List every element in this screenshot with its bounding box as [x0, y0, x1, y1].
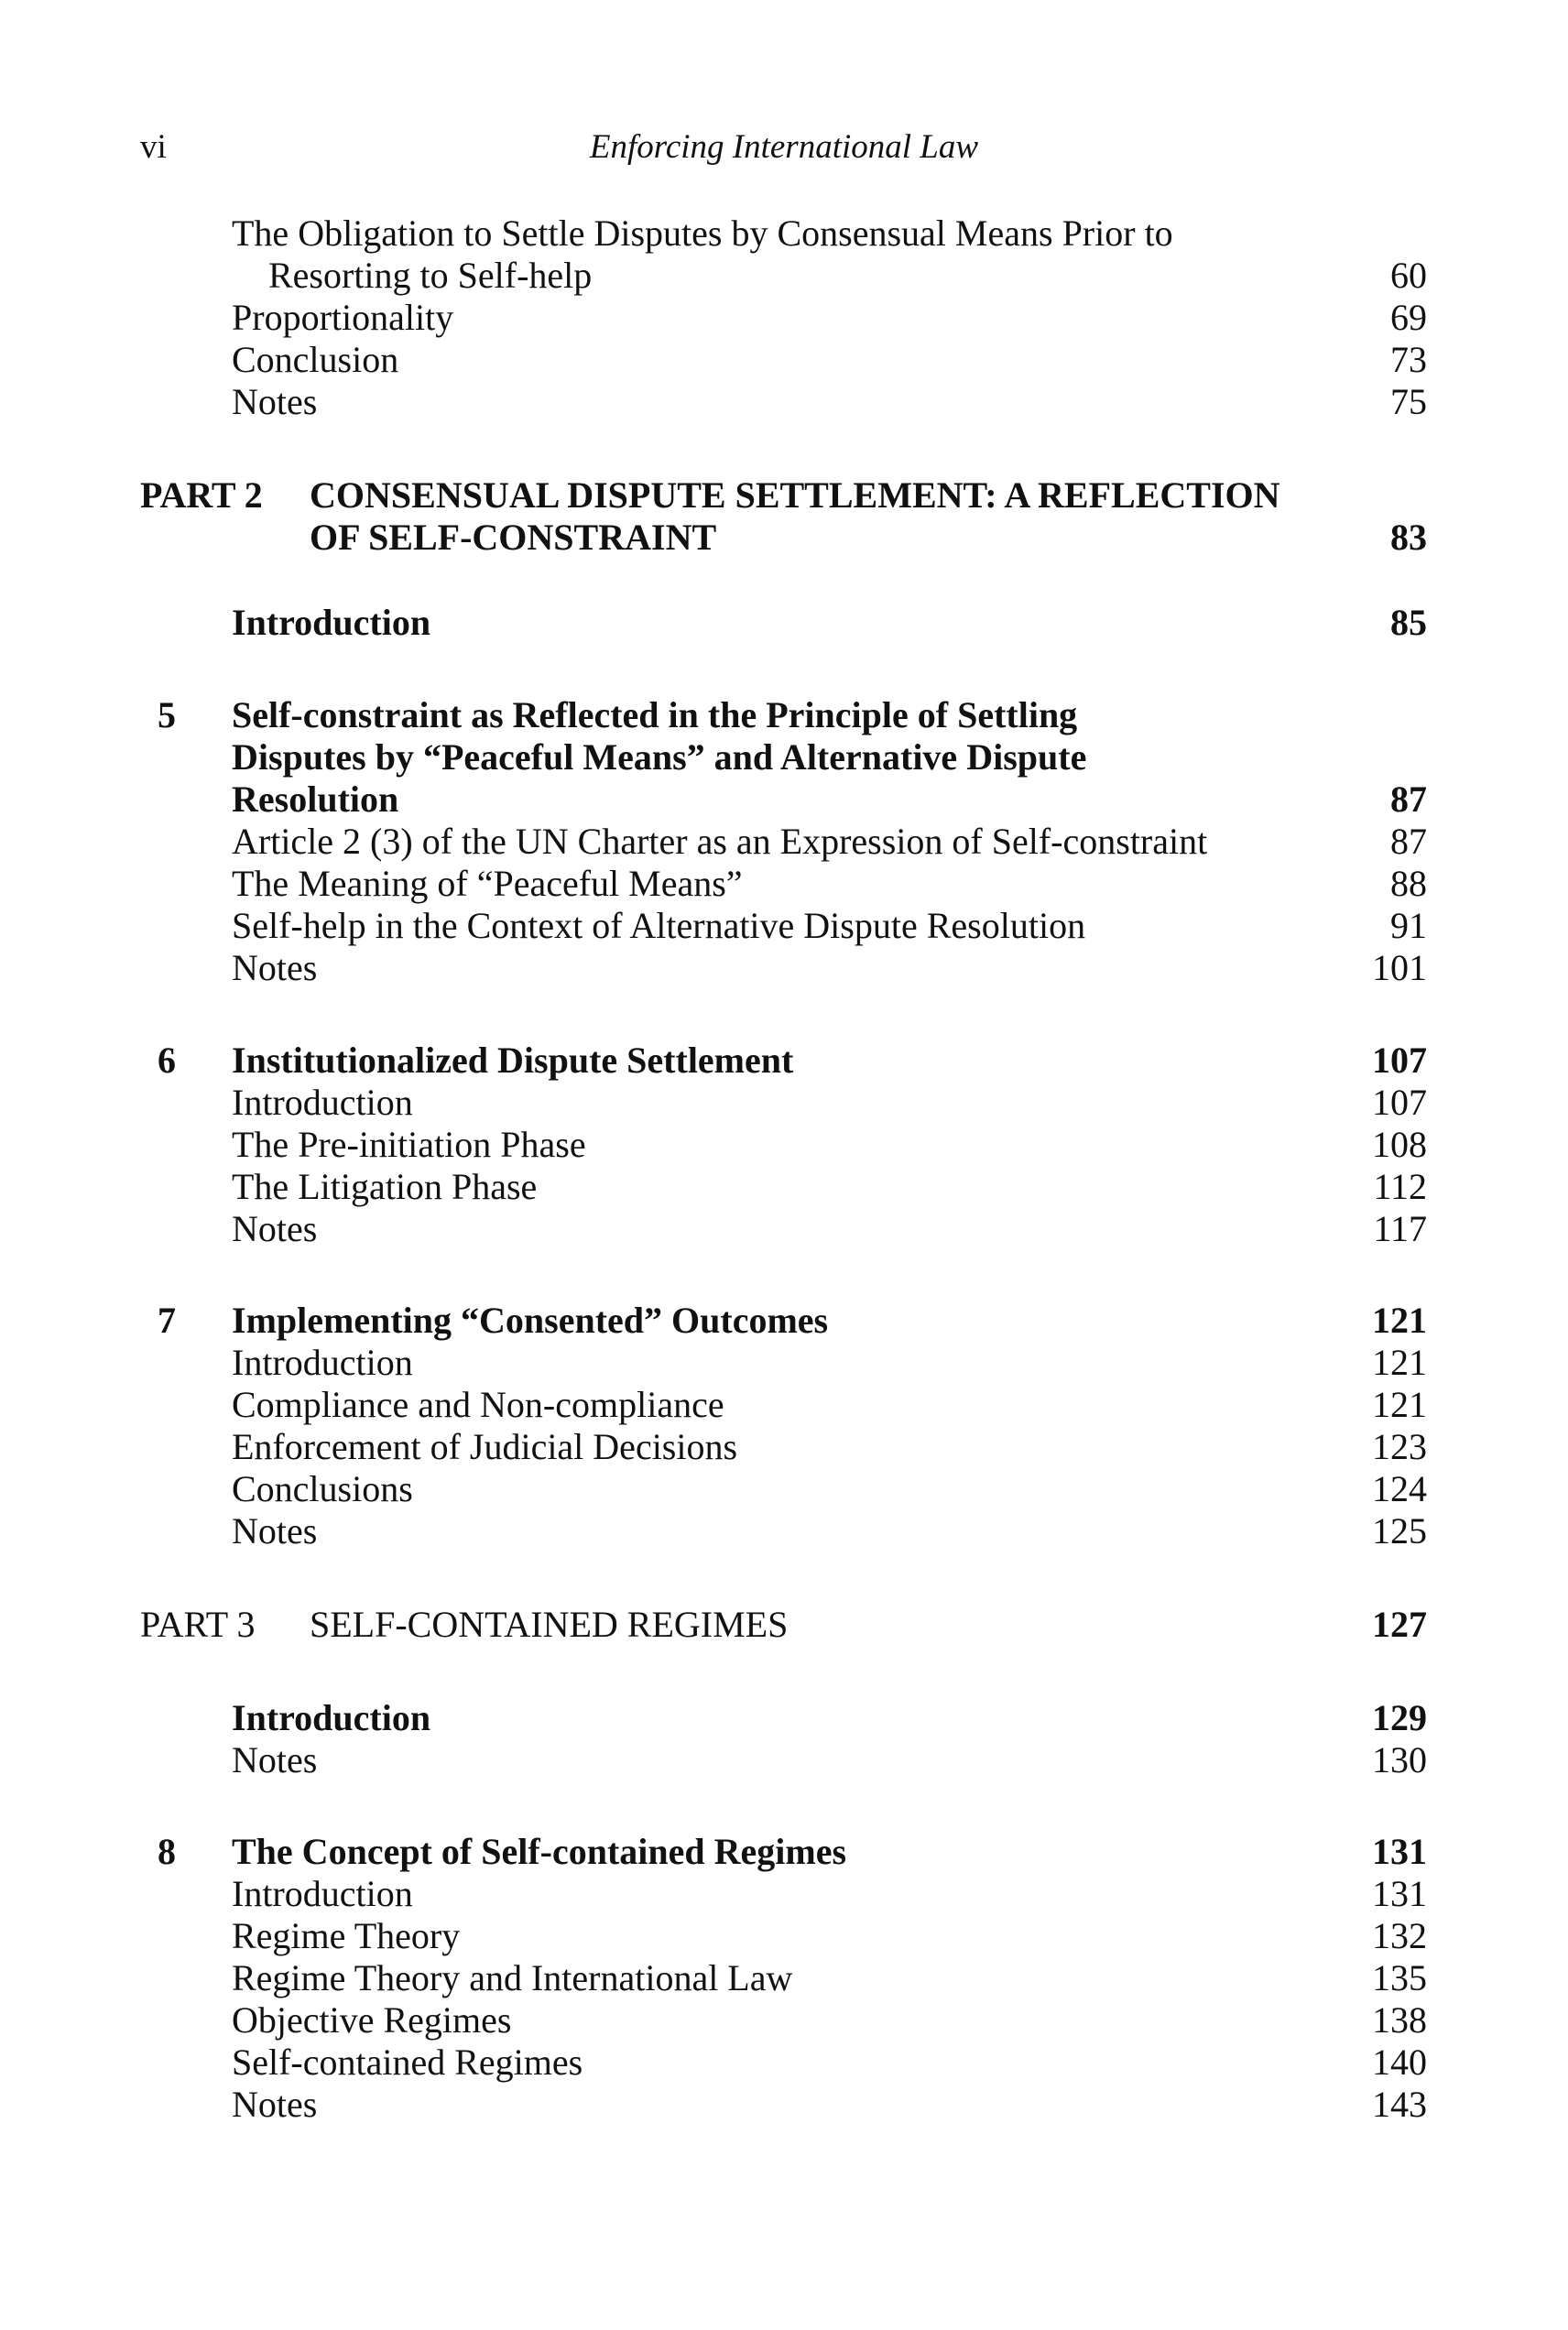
chapter-heading — [0, 1831, 1568, 1873]
section-heading: Introduction 85 — [232, 602, 1427, 643]
part-heading-continued — [0, 517, 1568, 559]
page-ref: 85 — [1390, 602, 1427, 643]
page-ref: 91 — [1390, 905, 1427, 946]
page-ref: 130 — [1372, 1739, 1427, 1780]
page-ref: 121 — [1372, 1384, 1427, 1425]
toc-entry: The Pre-initiation Phase 108 — [232, 1124, 1427, 1165]
page-ref: 69 — [1390, 297, 1427, 338]
chapter-title: Self-constraint as Reflected in the Principle of Settling — [232, 694, 1078, 735]
page-ref: 132 — [1372, 1915, 1427, 1956]
toc-entry: Notes 125 — [232, 1510, 1427, 1552]
page-number: vi — [140, 128, 167, 166]
part-title: CONSENSUAL DISPUTE SETTLEMENT: A REFLECTION — [310, 474, 1280, 516]
page-ref: 117 — [1373, 1208, 1427, 1249]
page-ref: 101 — [1372, 947, 1427, 988]
page-ref: 107 — [1372, 1040, 1427, 1081]
chapter-number: 7 — [158, 1300, 176, 1341]
chapter-heading — [0, 694, 1568, 736]
toc-entry: The Meaning of “Peaceful Means” 88 — [232, 863, 1427, 904]
page-ref: 131 — [1372, 1873, 1427, 1914]
page-ref: 112 — [1373, 1166, 1427, 1207]
page-ref: 87 — [1390, 821, 1427, 862]
chapter-heading-continued — [0, 736, 1568, 778]
chapter-heading — [0, 1040, 1568, 1082]
toc-entry-continued: Resorting to Self-help 60 — [268, 255, 1427, 296]
part-heading — [0, 474, 1568, 517]
toc-entry: Introduction 131 — [232, 1873, 1427, 1914]
page-ref: 124 — [1372, 1468, 1427, 1509]
toc-entry: Introduction 121 — [232, 1342, 1427, 1383]
chapter-heading — [0, 1300, 1568, 1342]
toc-entry: Self-help in the Context of Alternative Dispute Resolution 91 — [232, 905, 1427, 946]
part-label: PART 2 — [140, 474, 263, 516]
chapter-number: 8 — [158, 1831, 176, 1872]
chapter-heading-continued — [0, 778, 1568, 821]
toc-entry: Enforcement of Judicial Decisions 123 — [232, 1426, 1427, 1467]
chapter-number: 6 — [158, 1040, 176, 1081]
toc-entry: Proportionality 69 — [232, 297, 1427, 338]
chapter-number: 5 — [158, 694, 176, 735]
toc-entry: Conclusion 73 — [232, 339, 1427, 380]
page-ref: 121 — [1372, 1342, 1427, 1383]
running-title: Enforcing International Law — [589, 128, 979, 166]
toc-entry: Introduction 107 — [232, 1082, 1427, 1123]
toc-entry: The Obligation to Settle Disputes by Consensual Means Prior to — [232, 212, 1173, 254]
toc-entry: Notes 117 — [232, 1208, 1427, 1249]
toc-entry: Notes 75 — [232, 381, 1427, 422]
part-title: OF SELF-CONSTRAINT — [310, 517, 717, 558]
page-ref: 87 — [1390, 778, 1427, 820]
toc-entry: Compliance and Non-compliance 121 — [232, 1384, 1427, 1425]
page-ref: 140 — [1372, 2041, 1427, 2083]
page-ref: 129 — [1372, 1697, 1427, 1738]
toc-entry: The Litigation Phase 112 — [232, 1166, 1427, 1207]
part-label: PART 3 — [140, 1604, 256, 1645]
toc-entry: Notes 130 — [232, 1739, 1427, 1780]
page-ref: 125 — [1372, 1510, 1427, 1552]
page-ref: 131 — [1372, 1831, 1427, 1872]
part-heading — [0, 1604, 1568, 1646]
toc-entry: Regime Theory and International Law 135 — [232, 1957, 1427, 1998]
page-ref: 75 — [1390, 381, 1427, 422]
page-ref: 88 — [1390, 863, 1427, 904]
chapter-title: Disputes by “Peaceful Means” and Alternative Dispute — [232, 736, 1087, 778]
chapter-title: Resolution — [232, 778, 399, 820]
toc-entry: Notes 101 — [232, 947, 1427, 988]
toc-entry: Conclusions 124 — [232, 1468, 1427, 1509]
toc-entry: Self-contained Regimes 140 — [232, 2041, 1427, 2083]
page-ref: 121 — [1372, 1300, 1427, 1341]
page-ref: 83 — [1390, 517, 1427, 558]
section-heading: Introduction 129 — [232, 1697, 1427, 1738]
page-ref: 73 — [1390, 339, 1427, 380]
chapter-title: The Concept of Self-contained Regimes — [232, 1831, 847, 1872]
toc-entry: Article 2 (3) of the UN Charter as an Expression of Self-constraint 87 — [232, 821, 1427, 862]
chapter-title: Implementing “Consented” Outcomes — [232, 1300, 829, 1341]
page-ref: 127 — [1372, 1604, 1427, 1645]
page-ref: 107 — [1372, 1082, 1427, 1123]
toc-entry: Notes 143 — [232, 2084, 1427, 2125]
toc-entry: Regime Theory 132 — [232, 1915, 1427, 1956]
page-ref: 123 — [1372, 1426, 1427, 1467]
page-ref: 138 — [1372, 1999, 1427, 2041]
chapter-title: Institutionalized Dispute Settlement — [232, 1040, 794, 1081]
part-title: SELF-CONTAINED REGIMES — [310, 1604, 789, 1645]
toc-entry: Objective Regimes 138 — [232, 1999, 1427, 2041]
page-ref: 108 — [1372, 1124, 1427, 1165]
page-ref: 143 — [1372, 2084, 1427, 2125]
page-ref: 60 — [1390, 255, 1427, 296]
page-ref: 135 — [1372, 1957, 1427, 1998]
